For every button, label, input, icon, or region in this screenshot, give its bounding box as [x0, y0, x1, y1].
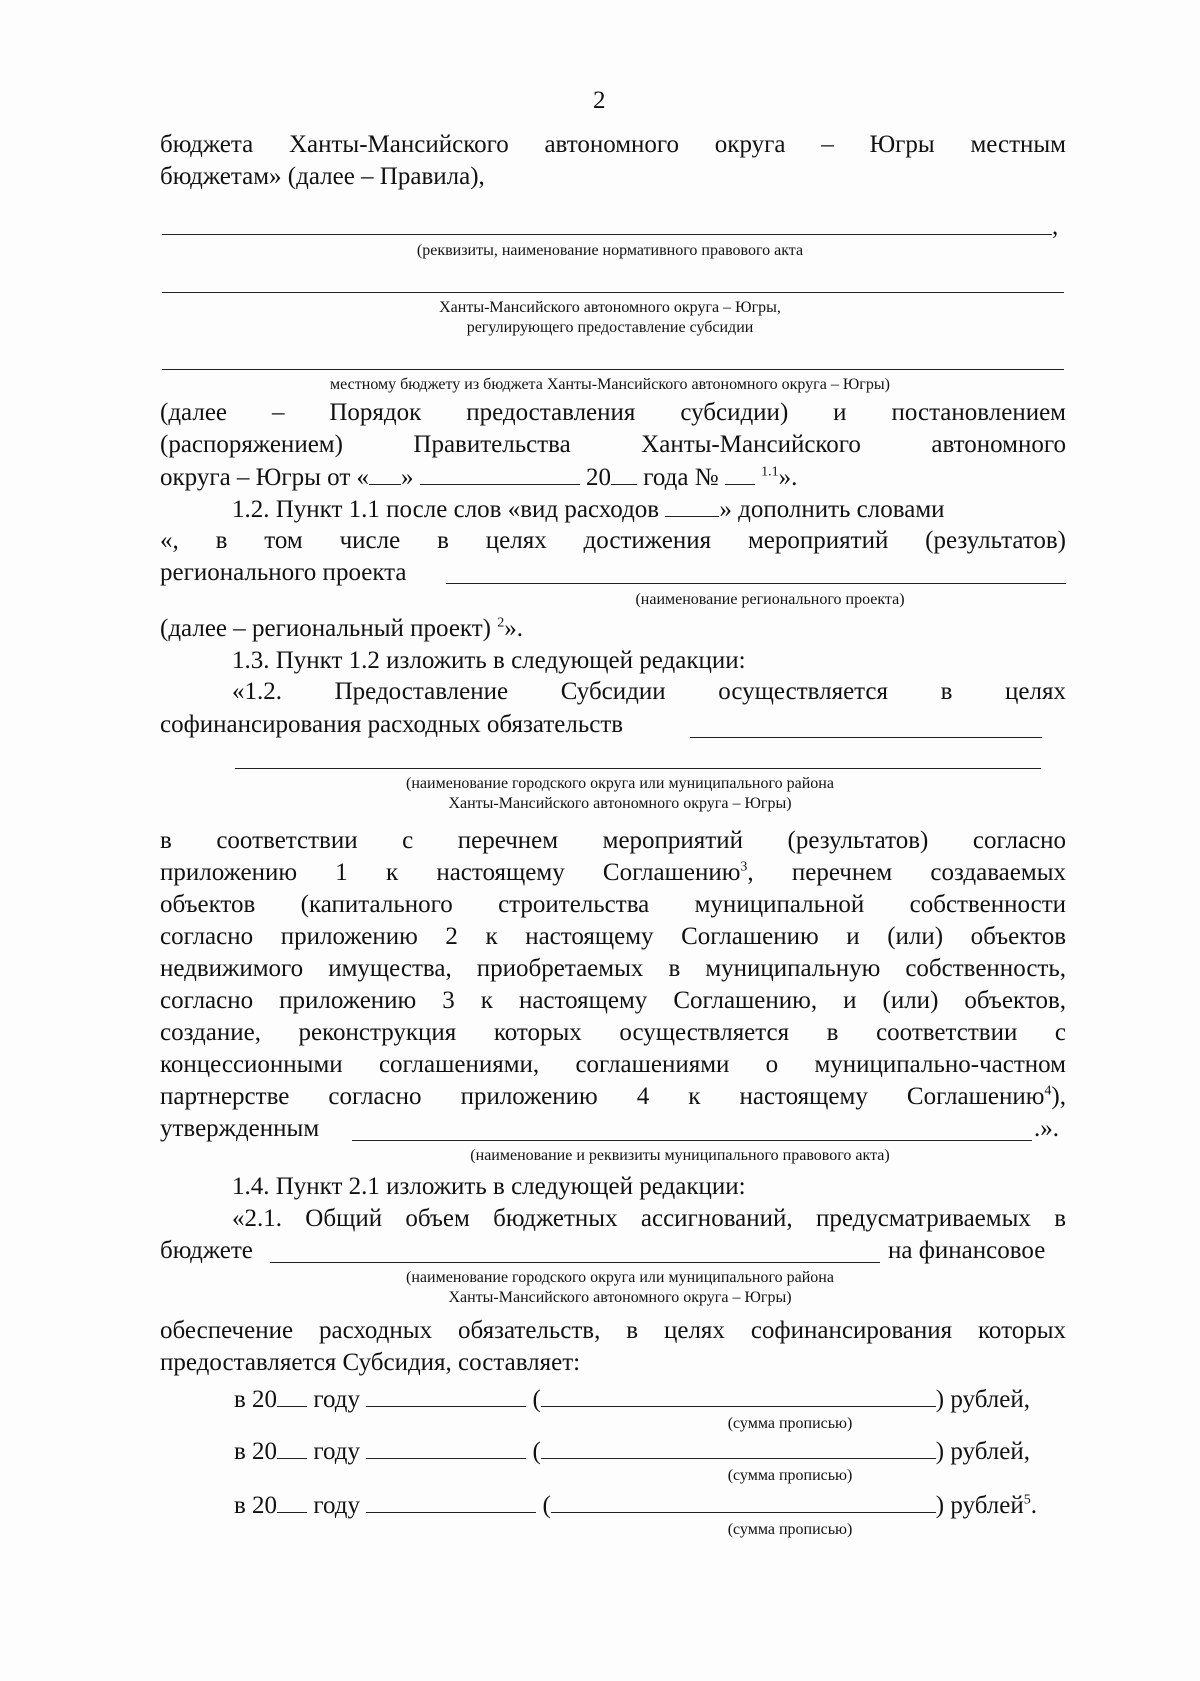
page-number: 2 — [593, 87, 606, 114]
order-line-2: (распоряжением) Правительства Ханты-Мансийского автономного — [160, 431, 1066, 458]
year-prefix: в 20 — [234, 1438, 278, 1465]
item-1-2-line-4 — [160, 614, 523, 644]
caption-district-b1: (наименование городского округа или муниципального района — [406, 1269, 834, 1286]
words-open: ( — [532, 1386, 541, 1413]
footnote-2: 2 — [497, 615, 505, 631]
amount-words-blank — [541, 1384, 936, 1407]
item-1-2-line-3: регионального проекта — [160, 559, 407, 586]
footnote-5: 5 — [1023, 1492, 1031, 1508]
item-1-2-line-1 — [232, 494, 945, 525]
amount-blank — [366, 1490, 536, 1513]
act-blank-line — [162, 234, 1052, 235]
item-1-4-heading: 1.4. Пункт 2.1 изложить в следующей редакции: — [232, 1173, 746, 1200]
item-1-2-regional-project: (далее – региональный проект) — [160, 615, 491, 642]
amount-blank — [366, 1384, 526, 1407]
accordance-line-10-b: .». — [1034, 1115, 1059, 1142]
act-blank-comma: , — [1052, 213, 1059, 240]
order-date-close: » — [401, 464, 414, 491]
order-year: 20 — [586, 464, 612, 491]
footnote-3: 3 — [740, 859, 748, 875]
caption-act-2: Ханты-Мансийского автономного округа – Югры, — [439, 299, 781, 316]
caption-sum-words-2: (сумма прописью) — [727, 1467, 853, 1484]
year-digits-blank — [277, 1490, 307, 1513]
intro-line-2: бюджетам» (далее – Правила), — [160, 163, 485, 190]
year-digits-blank — [277, 1384, 307, 1407]
year-word: году — [313, 1386, 360, 1413]
item-1-2-end: ». — [504, 615, 523, 642]
year-prefix: в 20 — [234, 1492, 278, 1519]
project-blank-line — [446, 583, 1066, 584]
year-word: году — [313, 1438, 360, 1465]
expense-type-blank — [665, 494, 719, 517]
accordance-line-7: создание, реконструкция которых осуществляется в соответствии с — [160, 1019, 1066, 1046]
footnote-4: 4 — [1044, 1083, 1052, 1099]
year-row-2 — [234, 1436, 1030, 1467]
year-digits-blank — [277, 1436, 307, 1459]
item-1-3-heading: 1.3. Пункт 1.2 изложить в следующей редакции: — [232, 647, 746, 674]
item-1-2-line-2: «, в том числе в целях достижения мероприятий (результатов) — [160, 527, 1066, 554]
item-1-4-line-1: «2.1. Общий объем бюджетных ассигнований, предусматриваемых в — [232, 1205, 1066, 1232]
caption-district-2: Ханты-Мансийского автономного округа – Югры) — [448, 795, 792, 812]
accordance-line-9-a: партнерстве согласно приложению 4 к настоящему Соглашению — [160, 1083, 1045, 1110]
item-1-4-line-3: обеспечение расходных обязательств, в целях софинансирования которых — [160, 1317, 1066, 1344]
caption-sum-words-1: (сумма прописью) — [727, 1415, 853, 1432]
accordance-line-2-a: приложению 1 к настоящему Соглашению — [160, 859, 741, 886]
item-1-3-line-1: «1.2. Предоставление Субсидии осуществляется в целях — [232, 678, 1066, 705]
caption-sum-words-3: (сумма прописью) — [727, 1521, 853, 1538]
year-row-3 — [234, 1490, 1037, 1521]
year-word: году — [313, 1492, 360, 1519]
accordance-line-10-a: утвержденным — [160, 1115, 320, 1142]
accordance-line-2 — [160, 858, 1066, 888]
footnote-1-1: 1.1 — [761, 464, 779, 480]
item-1-3-line-2: софинансирования расходных обязательств — [160, 711, 624, 738]
order-number-label: года № — [643, 464, 719, 491]
act-blank-line-2 — [162, 292, 1064, 293]
act-blank-line-3 — [162, 369, 1064, 370]
words-open: ( — [542, 1492, 551, 1519]
item-1-2-text-a: 1.2. Пункт 1.1 после слов «вид расходов — [232, 496, 660, 523]
words-close: ) рублей, — [935, 1386, 1030, 1413]
amount-words-blank — [551, 1490, 936, 1513]
year-row-1 — [234, 1384, 1030, 1415]
caption-district-b2: Ханты-Мансийского автономного округа – Югры) — [448, 1289, 792, 1306]
order-line-1: (далее – Порядок предоставления субсидии) и постановлением — [160, 399, 1066, 426]
caption-act-1: (реквизиты, наименование нормативного правового акта — [416, 242, 804, 259]
words-open: ( — [532, 1438, 541, 1465]
caption-act-3: регулирующего предоставление субсидии — [466, 319, 754, 336]
caption-district-1: (наименование городского округа или муниципального района — [406, 775, 834, 792]
number-blank — [725, 462, 755, 485]
accordance-line-1: в соответствии с перечнем мероприятий (результатов) согласно — [160, 827, 1066, 854]
item-1-4-line-4: предоставляется Субсидия, составляет: — [160, 1349, 581, 1376]
year-row-end: . — [1030, 1492, 1037, 1519]
order-end: ». — [778, 464, 798, 491]
year-prefix: в 20 — [234, 1386, 278, 1413]
accordance-line-8: концессионными соглашениями, соглашениями о муниципально-частном — [160, 1051, 1066, 1078]
district-blank-line — [235, 768, 1041, 769]
order-date-prefix: округа – Югры от « — [160, 464, 370, 491]
amount-blank — [366, 1436, 526, 1459]
words-close: ) рублей — [935, 1492, 1024, 1519]
budget-blank-line — [270, 1262, 880, 1263]
item-1-2-text-b: » дополнить словами — [719, 496, 945, 523]
accordance-line-9-b: ), — [1051, 1083, 1066, 1110]
caption-act-4: местному бюджету из бюджета Ханты-Мансийского автономного округа – Югры) — [330, 376, 890, 393]
month-blank — [420, 462, 580, 485]
accordance-line-5: недвижимого имущества, приобретаемых в муниципальную собственность, — [160, 955, 1066, 982]
accordance-line-2-b: , перечнем создаваемых — [747, 859, 1066, 886]
item-1-4-line-2-a: бюджете — [160, 1237, 253, 1264]
order-line-3 — [160, 462, 797, 493]
caption-municipal-act: (наименование и реквизиты муниципального правового акта) — [470, 1147, 890, 1164]
cofinance-blank-line — [690, 737, 1042, 738]
item-1-4-line-2-b: на финансовое — [888, 1237, 1046, 1264]
year-blank — [611, 462, 637, 485]
accordance-line-9 — [160, 1082, 1066, 1112]
amount-words-blank — [541, 1436, 936, 1459]
day-blank — [369, 462, 401, 485]
accordance-line-3: объектов (капитального строительства муниципальной собственности — [160, 891, 1066, 918]
accordance-line-6: согласно приложению 3 к настоящему Соглашению, и (или) объектов, — [160, 987, 1066, 1014]
words-close: ) рублей, — [935, 1438, 1030, 1465]
caption-project: (наименование регионального проекта) — [635, 591, 905, 608]
accordance-line-4: согласно приложению 2 к настоящему Соглашению и (или) объектов — [160, 923, 1066, 950]
municipal-act-blank-line — [352, 1140, 1032, 1141]
intro-line-1: бюджета Ханты-Мансийского автономного округа – Югры местным — [160, 131, 1066, 158]
